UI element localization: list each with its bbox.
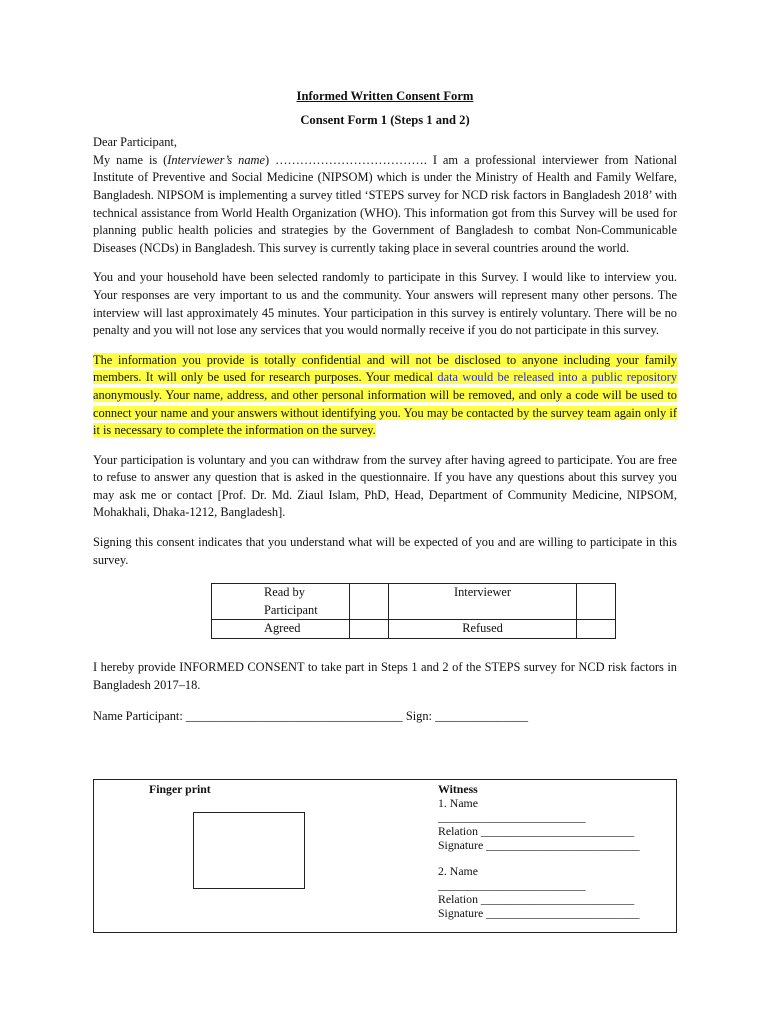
witness1-signature[interactable]: Signature __________________________ — [438, 838, 640, 852]
agreed-label: Agreed — [212, 620, 350, 639]
finger-print-label: Finger print — [149, 782, 211, 796]
selection-paragraph: You and your household have been selected randomly to participate in this Survey. I would like to interview you. Your responses are very important to us and the community. Your answers will represent many other persons. The interview will last approximately 45 minutes. Your participation in this survey is entirely voluntary. There will be no penalty and you will not lose any services that you would normally receive if you do not participate in this survey. — [93, 270, 677, 338]
interviewer-checkbox[interactable] — [577, 584, 616, 620]
document-title: Informed Written Consent Form — [296, 89, 474, 103]
withdrawal-paragraph: Your participation is voluntary and you can withdraw from the survey after having agreed to participate. You are free to refuse to answer any question that is asked in the questionnaire. If you have any questions about this survey you may ask me or contact [Prof. Dr. Md. Ziaul Islam, PhD, Head, Department of Community Medicine, NIPSOM, Mohakhali, Dhaka-1212, Bangladesh]. — [93, 452, 677, 520]
confidentiality-paragraph — [93, 352, 677, 440]
greeting: Dear Participant, — [93, 135, 177, 150]
fingerprint-witness-box — [93, 779, 677, 933]
signing-paragraph: Signing this consent indicates that you understand what will be expected of you and are willing to participate in this survey. — [93, 535, 677, 567]
consent-statement: I hereby provide INFORMED CONSENT to take part in Steps 1 and 2 of the STEPS survey for NCD risk factors in Bangladesh 2017–18. — [93, 660, 677, 692]
witness2-name-line[interactable]: _________________________ — [438, 878, 586, 892]
witness-title: Witness — [438, 782, 478, 796]
consent-choice-table — [211, 583, 616, 639]
witness1-name: 1. Name — [438, 796, 478, 810]
witness2-name: 2. Name — [438, 864, 478, 878]
witness1-relation[interactable]: Relation __________________________ — [438, 824, 635, 838]
witness1-name-line[interactable]: _________________________ — [438, 810, 586, 824]
confidentiality-text-a: The information you provide is totally confidential and will not be disclosed to anyone including your family members. It will only be used for research purposes. Your medical — [93, 352, 677, 385]
name-sign-line[interactable]: Name Participant: ___________________________________ Sign: _______________ — [93, 709, 529, 724]
refused-checkbox[interactable] — [577, 620, 616, 639]
document-subtitle: Consent Form 1 (Steps 1 and 2) — [300, 112, 470, 127]
read-by-checkbox[interactable] — [350, 584, 389, 620]
confidentiality-text-c: anonymously. Your name, address, and other personal information will be removed, and only a code will be used to connect your name and your answers without identifying you. You may be contacted by the survey team again only if it is necessary to complete the information on the survey. — [93, 387, 677, 438]
intro-paragraph — [93, 152, 677, 258]
repository-text: data would be released into a public repository — [437, 370, 678, 385]
read-by-participant-label: Read by Participant — [212, 584, 350, 620]
witness2-relation[interactable]: Relation __________________________ — [438, 892, 635, 906]
interviewer-label: Interviewer — [389, 584, 577, 620]
interviewer-name-placeholder: Interviewer’s name — [167, 152, 266, 167]
intro-body: ) ………………………………. I am a professional interviewer from National Institute of Preventive and Social Medicine (NIPSOM) which is under the Ministry of Health and Family Welfare, Bangladesh. NIPSOM is implementing a survey titled ‘STEPS survey for NCD risk factors in Bangladesh 2018’ with technical assistance from World Health Organization (WHO). This information got from this Survey will be used for planning public health policies and strategies by the Government of Bangladesh to combat Non-Communicable Diseases (NCDs) in Bangladesh. This survey is currently taking place in several countries around the world. — [93, 152, 678, 255]
consent-document — [93, 88, 677, 726]
intro-prefix: My name is ( — [93, 152, 168, 167]
witness2-signature[interactable]: Signature __________________________ — [438, 906, 640, 920]
finger-print-area[interactable] — [193, 812, 305, 889]
refused-label: Refused — [389, 620, 577, 639]
witness-section — [438, 782, 673, 920]
agreed-checkbox[interactable] — [350, 620, 389, 639]
